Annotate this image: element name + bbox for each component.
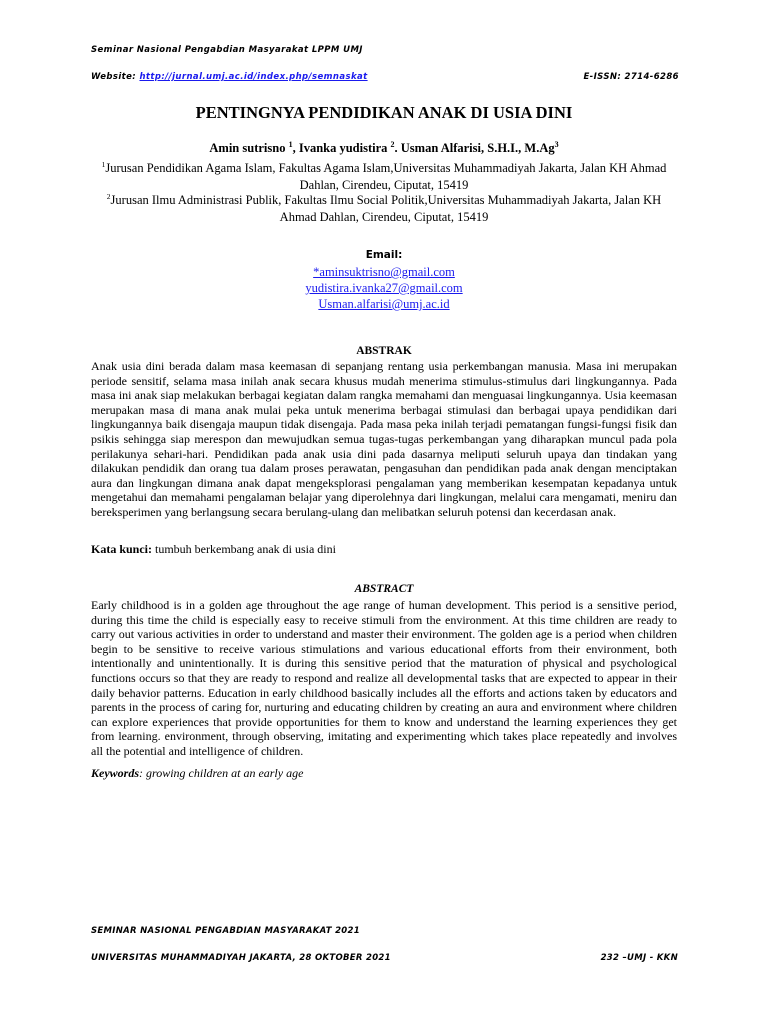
footer-university: UNIVERSITAS MUHAMMADIYAH JAKARTA, 28 OKTOBER 2021	[91, 953, 391, 963]
abstract-body: Early childhood is in a golden age throughout the age range of human development. This period is a sensitive period, during this time the child is especially easy to receive stimuli from the environment. At this time children are ready to carry out various activities in order to understand and master their environment. The golden age is a period when children begin to be sensitive to receive various stimulations and various educational efforts from their environment, both intentionally and unintentionally. It is during this sensitive period that the maturation of physical and psychological functions occurs so that they are ready to respond and realize all developmental tasks that are expected to appear in their daily behavior patterns. Education in early childhood basically includes all the efforts and actions taken by educators and parents in the process of caring for, nurturing and educating children by creating an aura and environment where children can explore experiences that provide opportunities for them to know and understand the learning experiences they get from learning. environment, through observing, imitating and experimenting which takes place repeatedly and involves all the potential and intelligence of children.	[91, 598, 677, 758]
author-3: . Usman Alfarisi, S.H.I., M.Ag	[394, 141, 555, 156]
author-3-affiliation-mark: 3	[554, 140, 559, 149]
affiliation-2-mark: 2	[106, 192, 111, 201]
kata-kunci-label: Kata kunci:	[91, 542, 153, 556]
journal-header: Seminar Nasional Pengabdian Masyarakat LPPM UMJ	[91, 45, 363, 55]
author-1: Amin sutrisno	[209, 141, 289, 156]
affiliation-2-text: Jurusan Ilmu Administrasi Publik, Fakultas Ilmu Social Politik,Universitas Muhammadiyah Jakarta, Jalan KH Ahmad Dahlan, Cirendeu, Ciputat, 15419	[110, 193, 662, 225]
keywords-line	[91, 766, 677, 781]
abstrak-heading: ABSTRAK	[356, 345, 412, 357]
keywords-text: : growing children at an early age	[139, 766, 304, 780]
email-link-3[interactable]: Usman.alfarisi@umj.ac.id	[318, 297, 450, 311]
footer-university-line	[91, 953, 678, 963]
author-2: , Ivanka yudistira	[292, 141, 391, 156]
website-link[interactable]: http://jurnal.umj.ac.id/index.php/semnaskat	[139, 72, 368, 82]
abstract-heading: ABSTRACT	[354, 583, 414, 595]
website-label: Website:	[91, 72, 140, 82]
paper-title: PENTINGNYA PENDIDIKAN ANAK DI USIA DINI	[195, 103, 573, 122]
author-2-affiliation-mark: 2	[390, 140, 395, 149]
email-list	[0, 264, 768, 312]
affiliation-2	[92, 188, 676, 226]
keywords-label: Keywords	[91, 766, 139, 780]
kata-kunci-line	[91, 542, 677, 557]
email-link-1[interactable]: *aminsuktrisno@gmail.com	[313, 265, 455, 279]
kata-kunci-text: tumbuh berkembang anak di usia dini	[152, 542, 336, 556]
footer-page-number: 232 –UMJ - KKN	[600, 953, 678, 963]
author-1-affiliation-mark: 1	[288, 140, 293, 149]
footer-seminar: SEMINAR NASIONAL PENGABDIAN MASYARAKAT 2021	[91, 926, 360, 936]
abstrak-body: Anak usia dini berada dalam masa keemasan di sepanjang rentang usia perkembangan manusia. Masa ini merupakan periode sensitif, selama masa inilah anak secara khusus mudah menerima stimulus-stimulus dari lingkungannya. Pada masa ini anak siap melakukan berbagai kegiatan dalam rangka memahami dan menguasai lingkungannya. Usia keemasan merupakan masa di mana anak mulai peka untuk menerima berbagai stimulasi dan berbagai upaya pendidikan dari lingkungannya baik disengaja maupun tidak disengaja. Pada masa peka inilah terjadi pematangan fungsi-fungsi fisik dan psikis sehingga siap merespon dan mewujudkan semua tugas-tugas perkembangan yang diharapkan muncul pada pola perilakunya sehari-hari. Pendidikan pada anak usia dini pada dasarnya meliputi seluruh upaya dan tindakan yang dilakukan pendidik dan orang tua dalam proses perawatan, pengasuhan dan pendidikan pada anak dengan menciptakan aura dan lingkungan dimana anak dapat mengeksplorasi pengalaman yang memberikan kesempatan kepadanya untuk mengetahui dan memahami pengalaman belajar yang diperolehnya dari lingkungan, melalui cara mengamati, meniru dan bereksperimen yang berlangsung secara berulang-ulang dan melibatkan seluruh potensi dan kecerdasan anak.	[91, 359, 677, 519]
author-list	[0, 140, 768, 156]
website-line	[91, 72, 679, 82]
affiliation-1-text: Jurusan Pendidikan Agama Islam, Fakultas Agama Islam,Universitas Muhammadiyah Jakarta, Jalan KH Ahmad Dahlan, Cirendeu, Ciputat, 15419	[105, 161, 667, 193]
email-label: Email:	[365, 249, 403, 261]
email-link-2[interactable]: yudistira.ivanka27@gmail.com	[305, 281, 463, 295]
affiliation-1-mark: 1	[101, 160, 106, 169]
eissn-label: E-ISSN: 2714-6286	[583, 72, 679, 82]
